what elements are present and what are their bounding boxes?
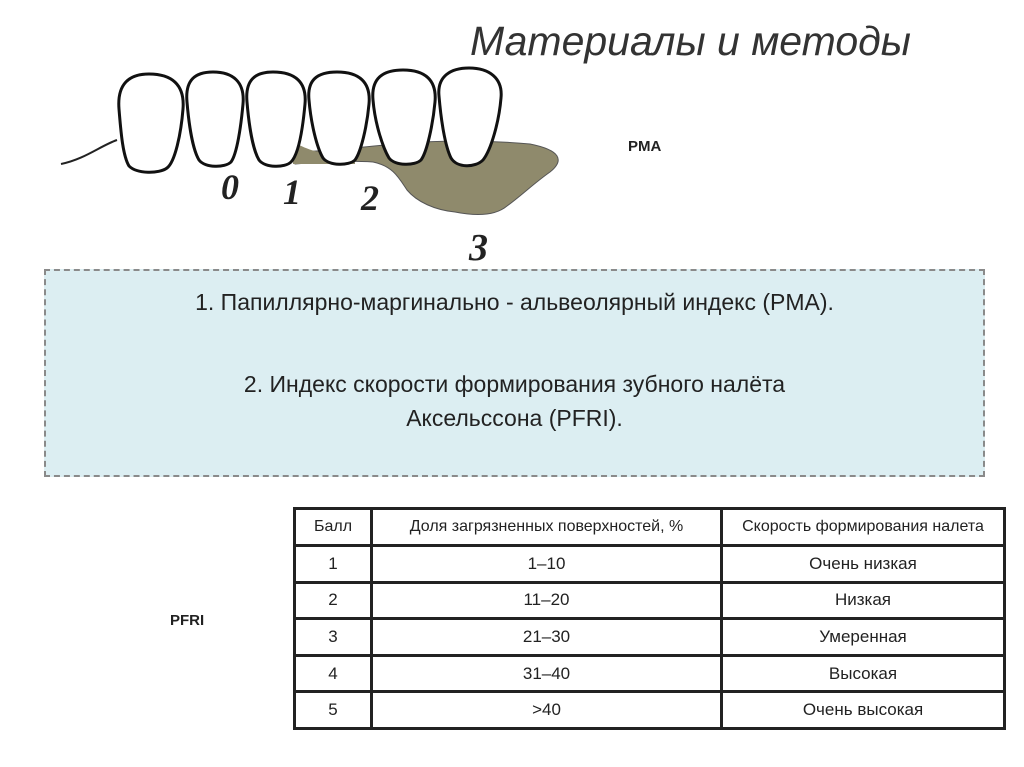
score-cell: 2 (295, 582, 372, 619)
table-row (295, 582, 1005, 619)
share-cell: >40 (372, 692, 722, 729)
pfri-table (293, 507, 1006, 730)
methods-item-2: 2. Индекс скорости формирования зубного налёта (243, 371, 786, 397)
rate-cell: Высокая (722, 655, 1005, 692)
table-header-row (295, 509, 1005, 546)
score-cell: 1 (295, 546, 372, 583)
tooth-2 (187, 72, 243, 166)
zone-number-2: 2 (361, 178, 379, 218)
methods-item-1: 1. Папиллярно-маргинально - альвеолярный индекс (PMA). (195, 289, 834, 315)
rate-cell: Низкая (722, 582, 1005, 619)
header-score: Балл (295, 509, 372, 546)
tooth-1 (119, 74, 183, 172)
table-row (295, 655, 1005, 692)
pma-label: PMA (628, 138, 662, 155)
table-row (295, 692, 1005, 729)
score-cell: 4 (295, 655, 372, 692)
header-plaque-rate: Скорость формирования налета (722, 509, 1005, 546)
gingival-line (61, 140, 117, 164)
share-cell: 21–30 (372, 619, 722, 656)
rate-cell: Умеренная (722, 619, 1005, 656)
methods-textbox (44, 269, 985, 477)
table-row (295, 619, 1005, 656)
tooth-4 (309, 72, 369, 164)
score-cell: 3 (295, 619, 372, 656)
zone-number-3: 3 (469, 227, 488, 269)
share-cell: 31–40 (372, 655, 722, 692)
zone-number-1: 1 (283, 172, 301, 212)
tooth-3 (247, 72, 305, 166)
rate-cell: Очень низкая (722, 546, 1005, 583)
score-cell: 5 (295, 692, 372, 729)
rate-cell: Очень высокая (722, 692, 1005, 729)
header-surface-share: Доля загрязненных поверхностей, % (372, 509, 722, 546)
methods-item-2-continued: Аксельссона (PFRI). (406, 405, 623, 431)
share-cell: 11–20 (372, 582, 722, 619)
zone-number-0: 0 (221, 167, 239, 207)
slide-title: Материалы и методы (470, 18, 911, 64)
pfri-label: PFRI (170, 612, 205, 629)
table-row (295, 546, 1005, 583)
pma-teeth-diagram (55, 64, 575, 276)
share-cell: 1–10 (372, 546, 722, 583)
